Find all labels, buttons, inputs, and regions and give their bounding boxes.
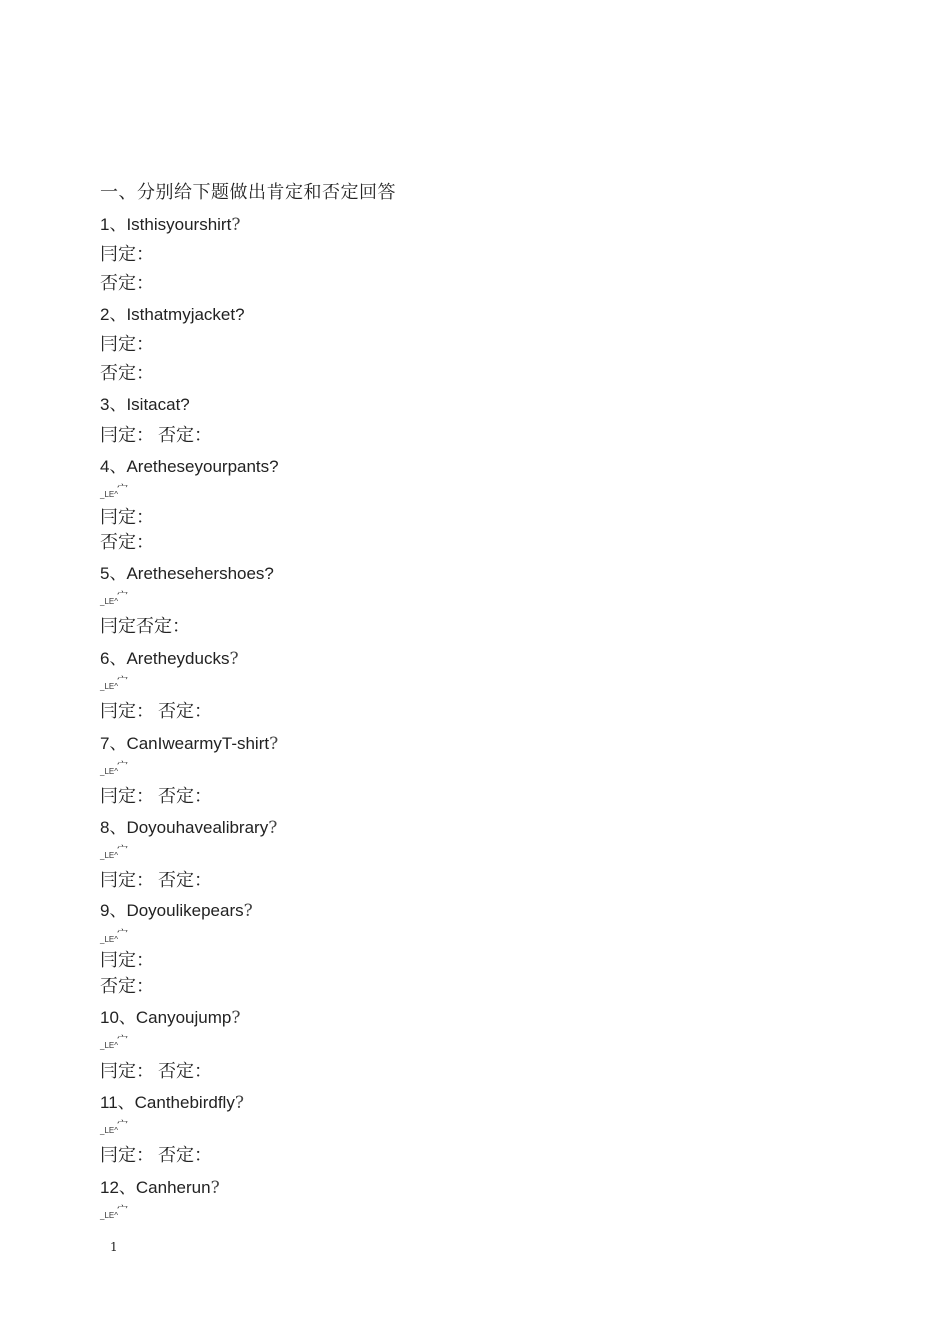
ocr-glyph: _LE^ 宀 (100, 927, 128, 944)
ocr-glyph: _LE^ 宀 (100, 1118, 128, 1135)
answer-line-7: 冃定： 否定： (100, 786, 212, 807)
question-7: 7、CanIwearmyT-shirt? (100, 734, 279, 754)
question-4: 4、Aretheseyourpants? (100, 457, 279, 476)
question-1: 1、Isthisyourshirt? (100, 215, 241, 235)
answer-yes-2: 冃定： (100, 334, 154, 355)
answer-line-11: 冃定： 否定： (100, 1145, 212, 1166)
page-number: 1 (110, 1240, 118, 1254)
question-2: 2、Isthatmyjacket? (100, 305, 245, 324)
answer-line-10: 冃定： 否定： (100, 1061, 212, 1082)
answer-line-3: 冃定： 否定： (100, 425, 212, 446)
answer-line-5: 冃定否定： (100, 616, 190, 637)
ocr-glyph: _LE^ 宀 (100, 482, 128, 499)
answer-line-6: 冃定： 否定： (100, 701, 212, 722)
question-12: 12、Canherun? (100, 1178, 220, 1198)
question-10: 10、Canyoujump? (100, 1008, 241, 1028)
answer-no-9: 否定： (100, 976, 154, 997)
answer-line-8: 冃定： 否定： (100, 870, 212, 891)
question-9: 9、Doyoulikepears? (100, 901, 253, 921)
answer-no-2: 否定： (100, 363, 154, 384)
question-11: 11、Canthebirdfly? (100, 1093, 244, 1113)
question-8: 8、Doyouhavealibrary? (100, 818, 278, 838)
ocr-glyph: _LE^ 宀 (100, 1203, 128, 1220)
question-6: 6、Aretheyducks? (100, 649, 239, 669)
ocr-glyph: _LE^ 宀 (100, 759, 128, 776)
answer-no-1: 否定： (100, 273, 154, 294)
section-heading: 一、分别给下题做出肯定和否定回答 (100, 182, 396, 203)
answer-yes-1: 冃定： (100, 244, 154, 265)
answer-yes-4: 冃定： (100, 507, 154, 528)
ocr-glyph: _LE^ 宀 (100, 674, 128, 691)
answer-yes-9: 冃定： (100, 950, 154, 971)
ocr-glyph: _LE^ 宀 (100, 1033, 128, 1050)
question-5: 5、Arethesehershoes? (100, 564, 274, 583)
answer-no-4: 否定： (100, 532, 154, 553)
question-3: 3、Isitacat? (100, 395, 190, 414)
ocr-glyph: _LE^ 宀 (100, 589, 128, 606)
ocr-glyph: _LE^ 宀 (100, 843, 128, 860)
